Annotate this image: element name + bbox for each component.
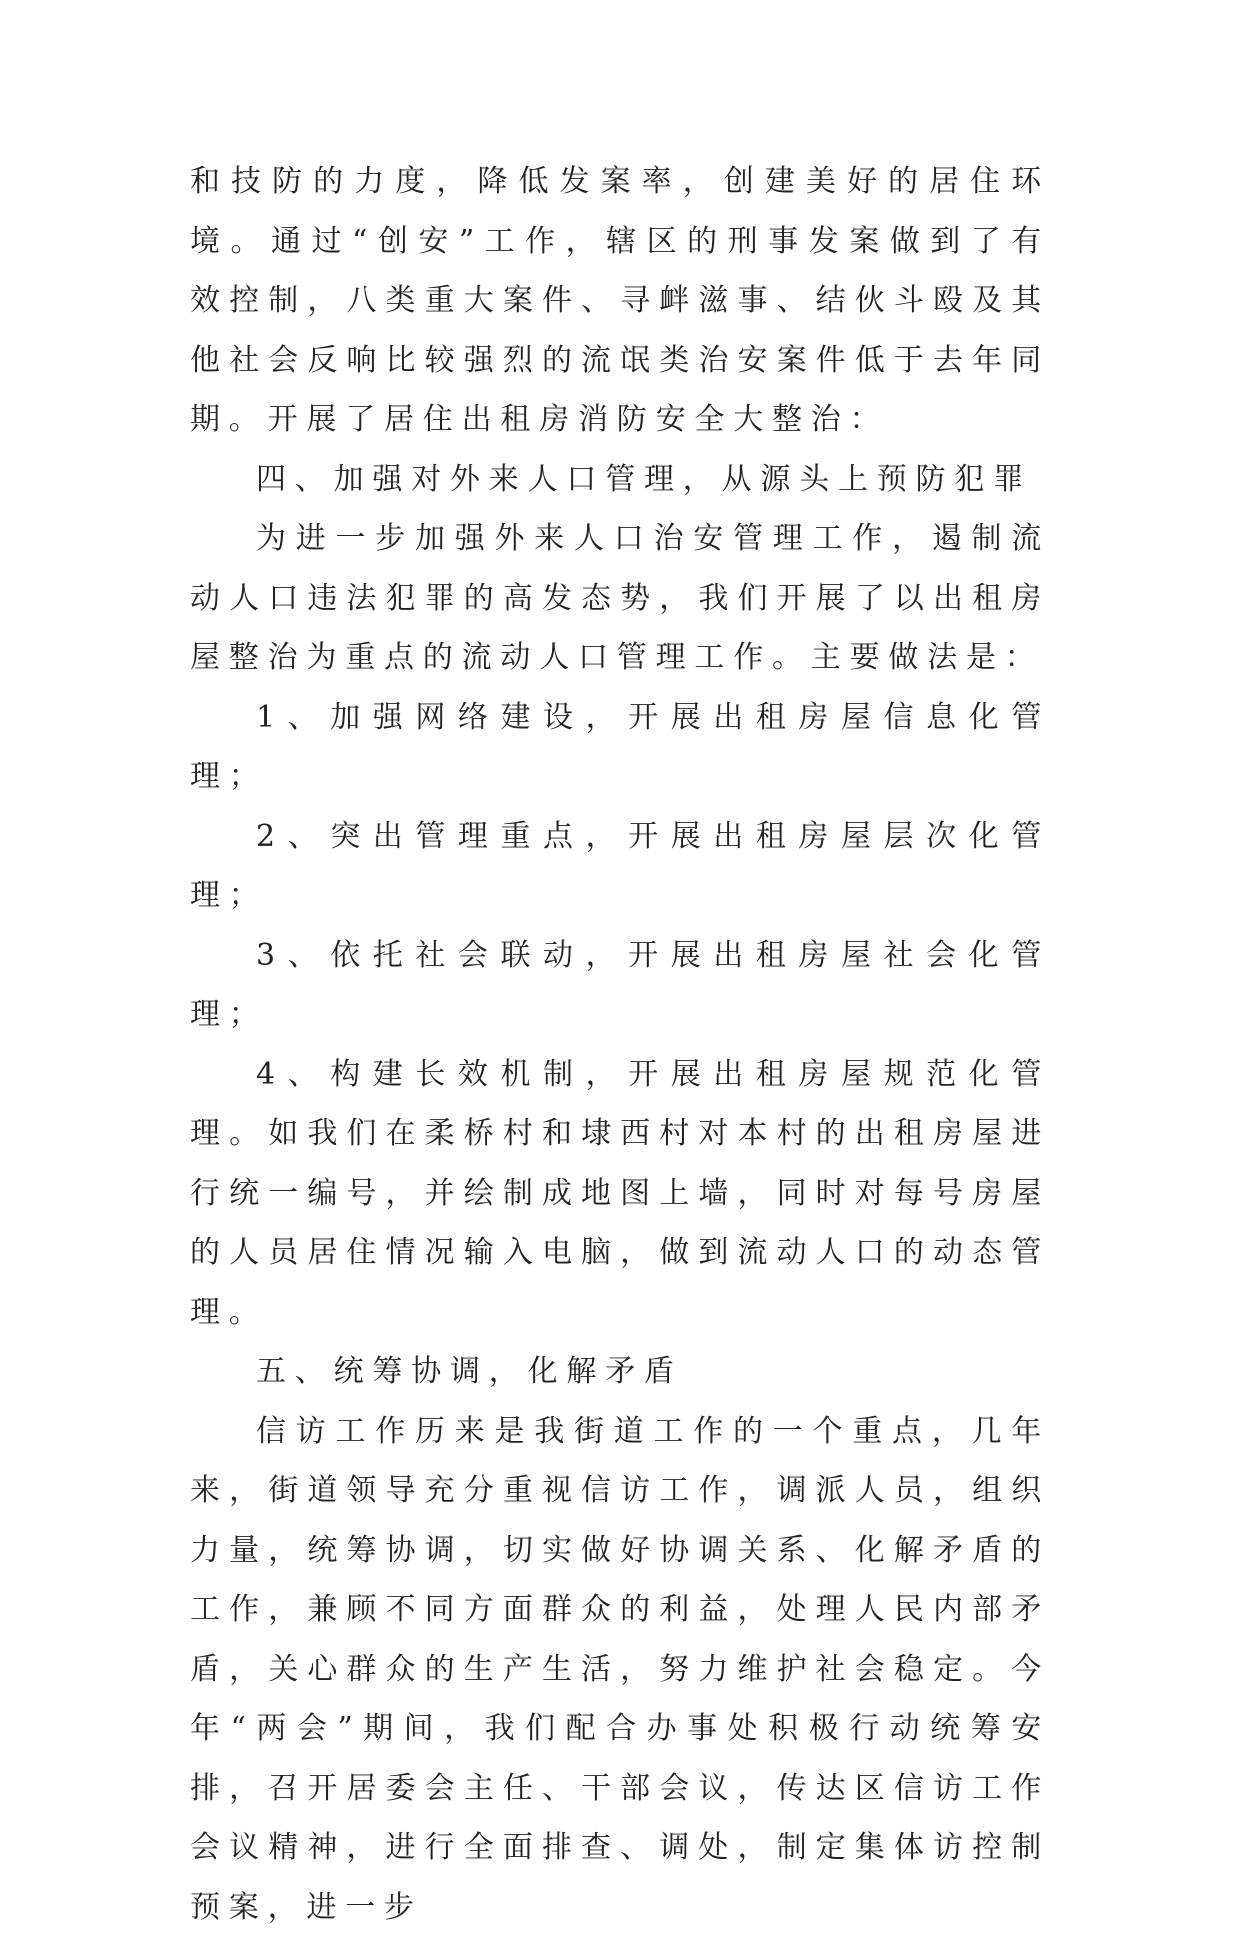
paragraph-continuation: 和技防的力度，降低发案率，创建美好的居住环境。通过“创安”工作，辖区的刑事发案做到了有效控制，八类重大案件、寻衅滋事、结伙斗殴及其他社会反响比较强烈的流氓类治安案件低于去年同期。开展了居住出租房消防安全大整治： bbox=[190, 152, 1050, 450]
section-heading-four: 四、加强对外来人口管理，从源头上预防犯罪 bbox=[190, 450, 1050, 510]
list-item-4: 4、构建长效机制，开展出租房屋规范化管理。如我们在柔桥村和埭西村对本村的出租房屋进行统一编号，并绘制成地图上墙，同时对每号房屋的人员居住情况输入电脑，做到流动人口的动态管理。 bbox=[190, 1045, 1050, 1343]
list-item-2: 2、突出管理重点，开展出租房屋层次化管理； bbox=[190, 807, 1050, 926]
list-item-3: 3、依托社会联动，开展出租房屋社会化管理； bbox=[190, 926, 1050, 1045]
paragraph-migrant-management: 为进一步加强外来人口治安管理工作，遏制流动人口违法犯罪的高发态势，我们开展了以出租房屋整治为重点的流动人口管理工作。主要做法是： bbox=[190, 509, 1050, 688]
list-item-1: 1、加强网络建设，开展出租房屋信息化管理； bbox=[190, 688, 1050, 807]
paragraph-petition-work: 信访工作历来是我街道工作的一个重点，几年来，街道领导充分重视信访工作，调派人员，组织力量，统筹协调，切实做好协调关系、化解矛盾的工作，兼顾不同方面群众的利益，处理人民内部矛盾，关心群众的生产生活，努力维护社会稳定。今年“两会”期间，我们配合办事处积极行动统筹安排，召开居委会主任、干部会议，传达区信访工作会议精神，进行全面排查、调处，制定集体访控制预案，进一步 bbox=[190, 1402, 1050, 1937]
document-body bbox=[190, 152, 1050, 1937]
section-heading-five: 五、统筹协调，化解矛盾 bbox=[190, 1342, 1050, 1402]
